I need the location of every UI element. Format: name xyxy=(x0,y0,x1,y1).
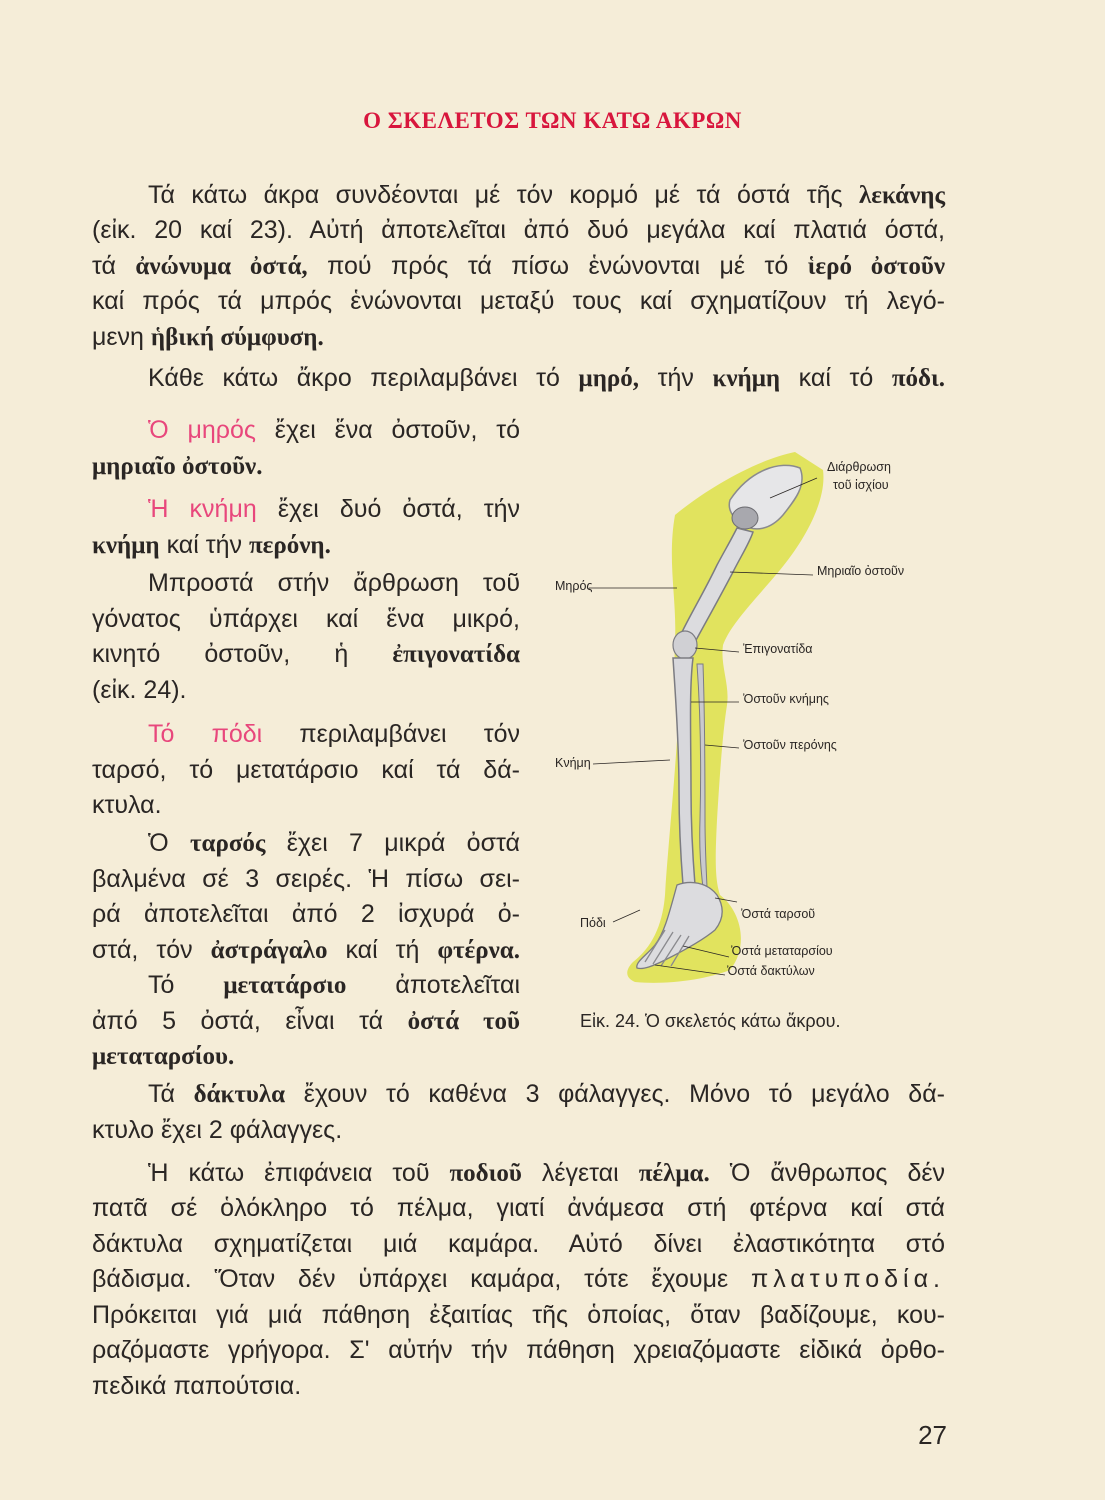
bold-term: κνήμη xyxy=(712,365,781,392)
bold-term: περόνη. xyxy=(248,532,331,559)
paragraph-tarsus xyxy=(148,826,520,862)
patella-shape xyxy=(673,631,697,659)
label-phalanges: Ὀστά δακτύλων xyxy=(727,964,815,978)
text-line xyxy=(92,637,520,673)
text-line xyxy=(92,1262,945,1298)
bold-term: πέλμα. xyxy=(638,1160,710,1187)
text-line xyxy=(92,320,945,356)
bold-term: ἐπιγονατίδα xyxy=(392,641,520,668)
text-line xyxy=(92,528,520,564)
paragraph-sole xyxy=(148,1156,945,1192)
text-line: (εἰκ. 24). xyxy=(92,676,187,704)
paragraph-leg-parts xyxy=(148,361,945,397)
text: μενη xyxy=(92,323,151,351)
text: Τά κάτω άκρα συνδέονται μέ τόν κορμό μέ τά όστά τῆς xyxy=(148,181,859,209)
text: ἀπό 5 ὀστά, εἶναι τά xyxy=(92,1007,408,1035)
label-shin: Κνήμη xyxy=(555,756,591,770)
label-fibula-bone: Ὀστοῦν περόνης xyxy=(743,738,837,752)
leg-silhouette xyxy=(627,452,823,983)
bold-term: ἀνώνυμα ὀστά, xyxy=(135,253,308,280)
text-line: βαλμένα σέ 3 σειρές. Ἡ πίσω σει- xyxy=(92,865,520,893)
label-femur-bone: Μηριαῖο ὀστοῦν xyxy=(817,564,905,578)
text-line: Πρόκειται γιά μιά πάθηση ἐξαιτίας τῆς ὁποίας, ὅταν βαδίζουμε, κου- xyxy=(92,1301,945,1329)
text: καί τό xyxy=(780,364,892,392)
paragraph-patella: Μπροστά στήν ἄρθρωση τοῦ xyxy=(148,569,520,597)
text: Ὁ xyxy=(148,829,190,857)
label-hip-joint-1: Διάρθρωση xyxy=(827,460,891,474)
paragraph-toes xyxy=(148,1077,945,1113)
text: Τό xyxy=(148,971,224,999)
bold-term: ποδιοῦ xyxy=(449,1160,522,1187)
paragraph-metatarsus xyxy=(148,968,520,1004)
label-foot: Πόδι xyxy=(580,916,606,930)
paragraph-femur xyxy=(148,413,520,449)
label-tibia-bone: Ὀστοῦν κνήμης xyxy=(743,692,829,706)
text: περιλαμβάνει τόν xyxy=(262,720,520,748)
text-line: ραζόμαστε γρήγορα. Σ' αὐτήν τήν πάθηση χρειαζόμαστε εἰδικά ὀρθο- xyxy=(92,1336,945,1364)
text-line: καί πρός τά μπρός ἑνώνονται μεταξύ τους καί σχηματίζουν τή λεγό- xyxy=(92,287,945,315)
text: βάδισμα. Ὅταν δέν ὑπάρχει καμάρα, τότε ἔχουμε xyxy=(92,1265,751,1293)
text-line: κτυλα. xyxy=(92,791,162,819)
spaced-term: πλατυποδία. xyxy=(750,1265,945,1293)
bold-term: ἡβική σύμφυση. xyxy=(150,324,324,351)
page-number: 27 xyxy=(918,1420,947,1450)
text-line: πατᾶ σέ ὁλόκληρο τό πέλμα, γιατί ἀνάμεσα στή φτέρνα καί στά xyxy=(92,1194,945,1222)
leg-skeleton-figure xyxy=(555,440,955,1000)
text-line xyxy=(92,933,520,969)
bold-term: ταρσός xyxy=(189,830,266,857)
text-line xyxy=(92,1004,520,1040)
hip-socket xyxy=(732,507,758,529)
text: στά, τόν xyxy=(92,936,211,964)
bold-term: δάκτυλα xyxy=(193,1081,286,1108)
text-line: (εἰκ. 20 καί 23). Αὐτή ἀποτελεῖται ἀπό δυό μεγάλα καί πλατιά όστά, xyxy=(92,216,945,244)
bold-term: ἱερό ὀστοῦν xyxy=(807,253,945,280)
text: Ἡ κάτω ἐπιφάνεια τοῦ xyxy=(148,1159,450,1187)
bold-term: φτέρνα. xyxy=(437,937,520,964)
bold-term: ἀστράγαλο xyxy=(210,937,328,964)
text-line: ταρσό, τό μετατάρσιο καί τά δά- xyxy=(92,756,520,784)
text: πού πρός τά πίσω ἑνώνονται μέ τό xyxy=(307,252,808,280)
text-line xyxy=(92,249,945,285)
text-line: δάκτυλα σχηματίζεται μιά καμάρα. Αὐτό δίνει ἐλαστικότητα στό xyxy=(92,1230,945,1258)
text: τά xyxy=(92,252,136,280)
text-line: ρά ἀποτελεῖται ἀπό 2 ἰσχυρά ὀ- xyxy=(92,900,520,928)
text-line: κτυλο ἔχει 2 φάλαγγες. xyxy=(92,1116,343,1144)
text: ἔχει ἕνα ὀστοῦν, τό xyxy=(255,416,521,444)
text: κινητό ὀστοῦν, ἡ xyxy=(92,640,393,668)
text: ἔχουν τό καθένα 3 φάλαγγες. Μόνο τό μεγάλο δά- xyxy=(285,1080,945,1108)
bold-term: μηρό, xyxy=(578,365,640,392)
text: λέγεται xyxy=(521,1159,639,1187)
bold-term: μεταταρσίου. xyxy=(92,1043,235,1070)
text-line xyxy=(92,449,520,485)
paragraph-shin xyxy=(148,492,520,528)
text-line: πεδικά παπούτσια. xyxy=(92,1372,302,1400)
highlight-term: Ἡ κνήμη xyxy=(148,495,257,523)
highlight-term: Τό πόδι xyxy=(148,720,263,748)
label-hip-joint-2: τοῦ ἰσχίου xyxy=(833,478,889,492)
text: καί τή xyxy=(327,936,438,964)
text: ἔχει 7 μικρά ὀστά xyxy=(265,829,520,857)
bold-term: ὀστά τοῦ xyxy=(407,1008,520,1035)
text: ἔχει δυό ὀστά, τήν xyxy=(256,495,521,523)
text-line: γόνατος ὑπάρχει καί ἕνα μικρό, xyxy=(92,605,520,633)
text-line xyxy=(120,178,945,214)
text: καί τήν xyxy=(159,531,249,559)
text: ἀποτελεῖται xyxy=(346,971,521,999)
bold-term: πόδι. xyxy=(891,365,946,392)
label-tarsal: Ὀστά ταρσοῦ xyxy=(741,907,816,921)
figure-caption: Εἰκ. 24. Ὁ σκελετός κάτω ἄκρου. xyxy=(580,1011,841,1031)
highlight-term: Ὁ μηρός xyxy=(148,416,256,444)
bold-term: κνήμη xyxy=(92,532,160,559)
bold-term: μηριαῖο ὀστοῦν. xyxy=(92,453,263,480)
chapter-title: Ο ΣΚΕΛΕΤΟΣ ΤΩΝ ΚΑΤΩ ΑΚΡΩΝ xyxy=(363,108,742,133)
label-patella: Ἐπιγονατίδα xyxy=(743,642,813,656)
text: Κάθε κάτω ἄκρο περιλαμβάνει τό xyxy=(148,364,579,392)
text: τήν xyxy=(639,364,713,392)
bold-term: λεκάνης xyxy=(859,182,945,209)
text: Ὁ ἄνθρωπος δέν xyxy=(709,1159,945,1187)
bold-term: μετατάρσιο xyxy=(223,972,347,999)
text-line xyxy=(92,1039,520,1075)
label-thigh: Μηρός xyxy=(555,579,593,593)
label-metatarsal: Ὀστά μεταταρσίου xyxy=(731,944,833,958)
text: Τά xyxy=(148,1080,194,1108)
paragraph-foot xyxy=(148,717,520,753)
